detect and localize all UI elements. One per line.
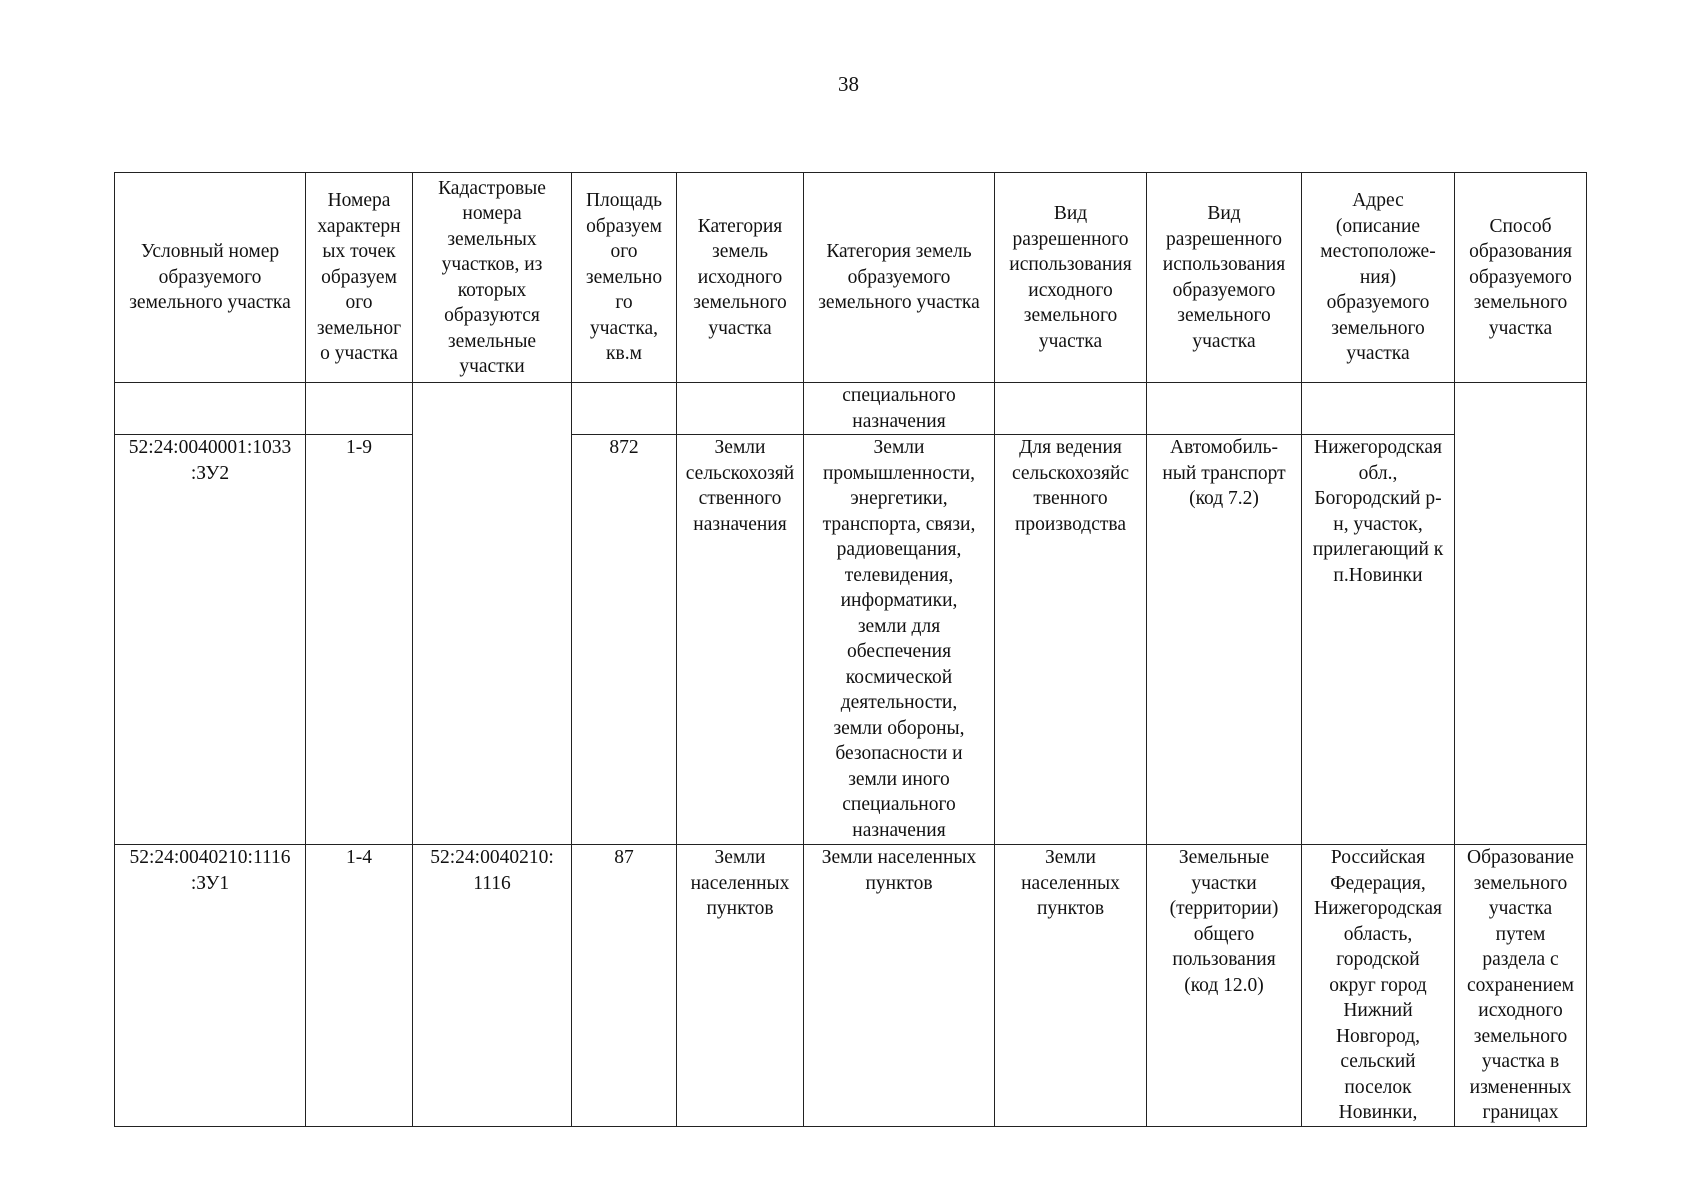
cell-points [306, 383, 413, 435]
header-use-new: Вид разрешенного использования образуемого земельного участка [1147, 173, 1302, 383]
header-points: Номера характерн ых точек образуем ого земельног о участка [306, 173, 413, 383]
cell-category-new: специального назначения [804, 383, 995, 435]
cell-plot-number: 52:24:0040210:1116 :ЗУ1 [115, 845, 306, 1127]
cell-method-merged [1455, 383, 1587, 845]
cell-address: Российская Федерация, Нижегородская область, городской округ город Нижний Новгород, сельский поселок Новинки, [1302, 845, 1455, 1127]
cell-use-source: Земли населенных пунктов [995, 845, 1147, 1127]
table-row [115, 845, 1587, 1127]
cell-area: 87 [572, 845, 677, 1127]
cell-use-new: Автомобиль- ный транспорт (код 7.2) [1147, 435, 1302, 845]
cell-plot-number: 52:24:0040001:1033 :ЗУ2 [115, 435, 306, 845]
cell-points: 1-9 [306, 435, 413, 845]
table-header-row [115, 173, 1587, 383]
cell-category-source: Земли населенных пунктов [677, 845, 804, 1127]
cell-category-new: Земли промышленности, энергетики, транспорта, связи, радиовещания, телевидения, информатики, земли для обеспечения космической деятельности, земли обороны, безопасности и земли иного специального назначения [804, 435, 995, 845]
cell-use-new [1147, 383, 1302, 435]
cell-use-source [995, 383, 1147, 435]
header-plot-number: Условный номер образуемого земельного участка [115, 173, 306, 383]
cell-address [1302, 383, 1455, 435]
header-address: Адрес (описание местоположе- ния) образуемого земельного участка [1302, 173, 1455, 383]
cell-use-source: Для ведения сельскохозяйс твенного производства [995, 435, 1147, 845]
cell-area [572, 383, 677, 435]
cell-category-source [677, 383, 804, 435]
cell-category-new: Земли населенных пунктов [804, 845, 995, 1127]
header-formation-method: Способ образования образуемого земельного участка [1455, 173, 1587, 383]
cell-use-new: Земельные участки (территории) общего пользования (код 12.0) [1147, 845, 1302, 1127]
cell-cadastral: 52:24:0040210: 1116 [413, 845, 572, 1127]
cell-plot-number [115, 383, 306, 435]
header-area: Площадь образуем ого земельно го участка, кв.м [572, 173, 677, 383]
cell-area: 872 [572, 435, 677, 845]
land-plots-table [114, 172, 1587, 1127]
cell-address: Нижегородская обл., Богородский р- н, участок, прилегающий к п.Новинки [1302, 435, 1455, 845]
page-number: 38 [838, 72, 859, 96]
header-cadastral-numbers: Кадастровые номера земельных участков, из которых образуются земельные участки [413, 173, 572, 383]
cell-category-source: Земли сельскохозяй ственного назначения [677, 435, 804, 845]
cell-cadastral-merged [413, 383, 572, 845]
table-row-continuation [115, 383, 1587, 435]
cell-points: 1-4 [306, 845, 413, 1127]
header-use-source: Вид разрешенного использования исходного земельного участка [995, 173, 1147, 383]
table-row [115, 435, 1587, 845]
cell-formation-method: Образование земельного участка путем раздела с сохранением исходного земельного участка в измененных границах [1455, 845, 1587, 1127]
header-category-source: Категория земель исходного земельного участка [677, 173, 804, 383]
header-category-new: Категория земель образуемого земельного участка [804, 173, 995, 383]
